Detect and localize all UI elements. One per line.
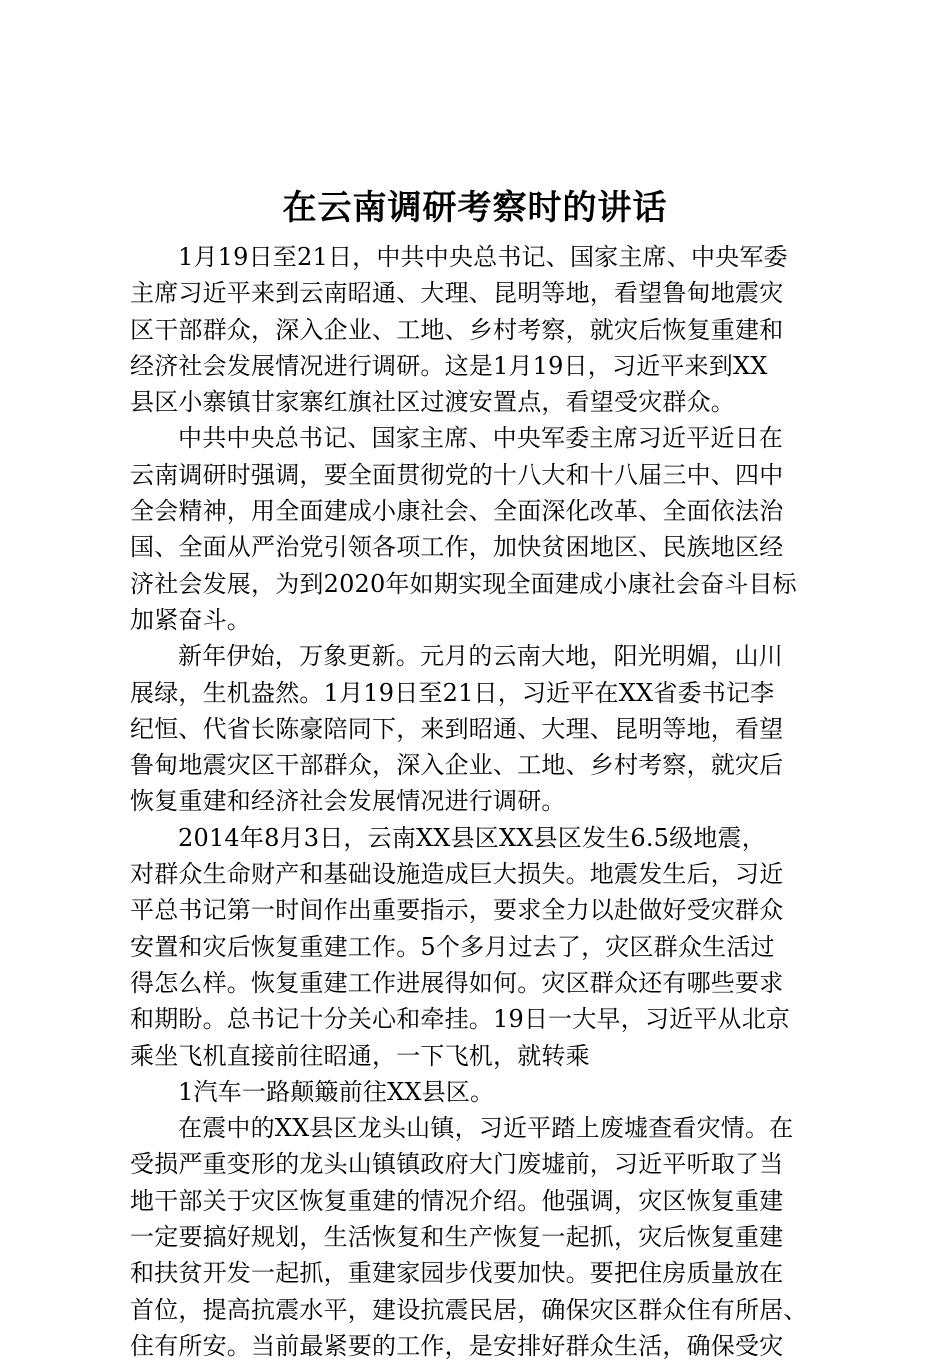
document-body <box>130 239 830 1364</box>
text-line: 一定要搞好规划，生活恢复和生产恢复一起抓，灾后恢复重建 <box>130 1223 784 1252</box>
text-line: 县区小寨镇甘家寨红旗社区过渡安置点，看望受灾群众。 <box>130 388 735 417</box>
text-line: 恢复重建和经济社会发展情况进行调研。 <box>130 787 566 816</box>
text-line: 住有所安。当前最紧要的工作，是安排好群众生活，确保受灾 <box>130 1331 784 1360</box>
text-line: 和扶贫开发一起抓，重建家园步伐要加快。要把住房质量放在 <box>130 1259 784 1288</box>
text-line: 平总书记第一时间作出重要指示，要求全力以赴做好受灾群众 <box>130 896 784 925</box>
text-line: 区干部群众，深入企业、工地、乡村考察，就灾后恢复重建和 <box>130 315 784 344</box>
text-line: 经济社会发展情况进行调研。这是1月19日，习近平来到XX <box>130 351 768 380</box>
text-line: 安置和灾后恢复重建工作。5个多月过去了，灾区群众生活过 <box>130 932 775 961</box>
text-line: 鲁甸地震灾区干部群众，深入企业、工地、乡村考察，就灾后 <box>130 751 784 780</box>
text-line: 2014年8月3日，云南XX县区XX县区发生6.5级地震， <box>178 823 766 852</box>
text-line: 加紧奋斗。 <box>130 605 251 634</box>
text-line: 在震中的XX县区龙头山镇，习近平踏上废墟查看灾情。在 <box>178 1114 794 1143</box>
text-line: 1月19日至21日，中共中央总书记、国家主席、中央军委 <box>178 243 788 271</box>
document-title: 在云南调研考察时的讲话 <box>282 188 668 228</box>
text-line: 首位，提高抗震水平，建设抗震民居，确保灾区群众住有所居、 <box>130 1295 808 1324</box>
text-line: 展绿，生机盎然。1月19日至21日，习近平在XX省委书记李 <box>130 678 775 707</box>
text-line: 中共中央总书记、国家主席、中央军委主席习近平近日在 <box>178 424 783 453</box>
text-line: 乘坐飞机直接前往昭通，一下飞机，就转乘 <box>130 1041 590 1070</box>
text-line: 受损严重变形的龙头山镇镇政府大门废墟前，习近平听取了当 <box>130 1150 784 1179</box>
text-line: 纪恒、代省长陈豪陪同下，来到昭通、大理、昆明等地，看望 <box>130 714 784 743</box>
text-line: 全会精神，用全面建成小康社会、全面深化改革、全面依法治 <box>130 497 784 526</box>
text-line: 新年伊始，万象更新。元月的云南大地，阳光明媚，山川 <box>178 642 783 671</box>
text-line: 主席习近平来到云南昭通、大理、昆明等地，看望鲁甸地震灾 <box>130 279 784 308</box>
text-line: 济社会发展，为到2020年如期实现全面建成小康社会奋斗目标 <box>130 569 797 598</box>
text-line: 1汽车一路颠簸前往XX县区。 <box>178 1077 495 1106</box>
text-line: 地干部关于灾区恢复重建的情况介绍。他强调，灾区恢复重建 <box>130 1186 784 1215</box>
text-line: 国、全面从严治党引领各项工作，加快贫困地区、民族地区经 <box>130 533 784 562</box>
text-line: 云南调研时强调，要全面贯彻党的十八大和十八届三中、四中 <box>130 460 784 489</box>
text-line: 和期盼。总书记十分关心和牵挂。19日一大早，习近平从北京 <box>130 1005 791 1034</box>
text-line: 对群众生命财产和基础设施造成巨大损失。地震发生后，习近 <box>130 860 784 889</box>
text-line: 得怎么样。恢复重建工作进展得如何。灾区群众还有哪些要求 <box>130 968 784 997</box>
